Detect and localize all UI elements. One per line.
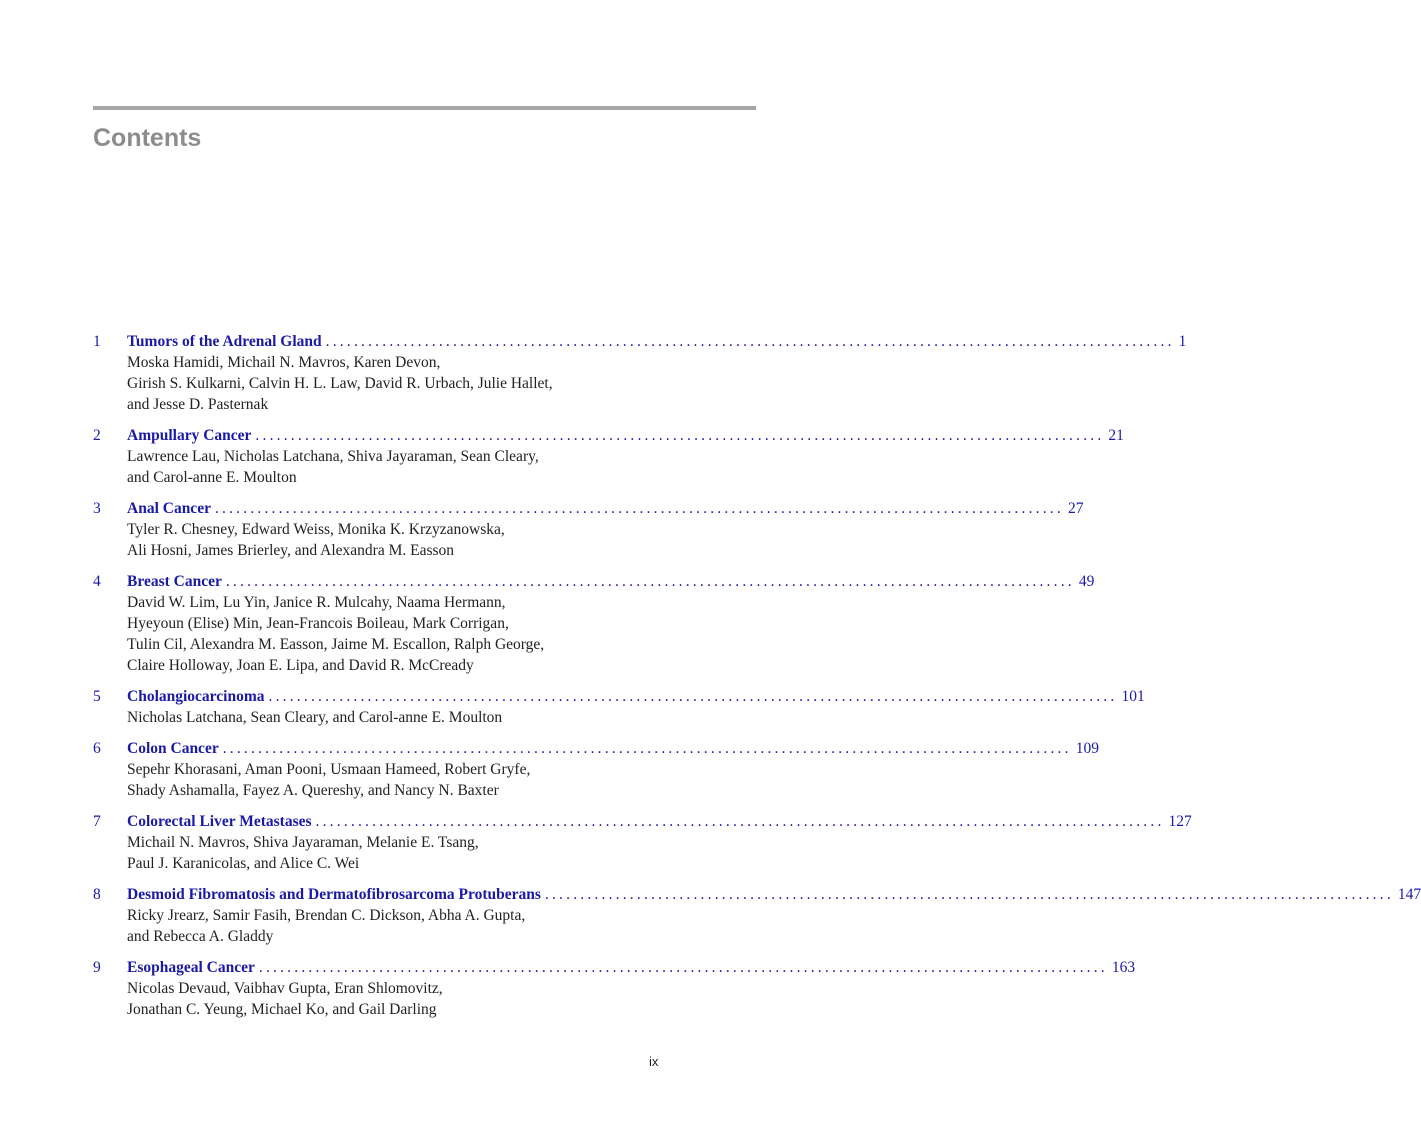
toc-entry-1 bbox=[93, 331, 1187, 415]
dot-leader: ........................................................................................................................ bbox=[258, 959, 1108, 976]
dot-leader: ........................................................................................................................ bbox=[268, 688, 1118, 705]
chapter-title-link[interactable]: Tumors of the Adrenal Gland bbox=[127, 333, 322, 350]
chapter-authors bbox=[127, 832, 663, 874]
page-number-link[interactable]: 21 bbox=[1108, 427, 1124, 444]
author-line: Shady Ashamalla, Fayez A. Quereshy, and Nancy N. Baxter bbox=[127, 782, 499, 799]
author-line: Sepehr Khorasani, Aman Pooni, Usmaan Hameed, Robert Gryfe, bbox=[127, 761, 531, 778]
chapter-authors bbox=[127, 978, 663, 1020]
page-number-link[interactable]: 109 bbox=[1075, 740, 1099, 757]
chapter-number: 6 bbox=[93, 740, 101, 757]
dot-leader: ........................................................................................................................ bbox=[255, 427, 1105, 444]
chapter-title-link[interactable]: Esophageal Cancer bbox=[127, 959, 255, 976]
toc-entry-6 bbox=[93, 738, 1099, 801]
page-number-link[interactable]: 147 bbox=[1397, 886, 1421, 903]
page-number-link[interactable]: 27 bbox=[1067, 500, 1084, 517]
page-number-link[interactable]: 1 bbox=[1178, 333, 1187, 350]
author-line: Hyeyoun (Elise) Min, Jean-Francois Boileau, Mark Corrigan, bbox=[127, 615, 509, 632]
dot-leader: ........................................................................................................................ bbox=[222, 740, 1072, 757]
chapter-number: 9 bbox=[93, 959, 101, 976]
chapter-title-link[interactable]: Ampullary Cancer bbox=[127, 427, 252, 444]
author-line: Nicholas Latchana, Sean Cleary, and Carol-anne E. Moulton bbox=[127, 709, 503, 726]
chapter-title-link[interactable]: Anal Cancer bbox=[127, 500, 211, 517]
author-line: Tyler R. Chesney, Edward Weiss, Monika K. Krzyzanowska, bbox=[127, 521, 505, 538]
author-line: Moska Hamidi, Michail N. Mavros, Karen Devon, bbox=[127, 354, 441, 371]
page-folio: ix bbox=[649, 1054, 659, 1069]
author-line: and Rebecca A. Gladdy bbox=[127, 928, 274, 945]
chapter-number: 8 bbox=[93, 886, 101, 903]
chapter-number: 3 bbox=[93, 500, 101, 517]
author-line: Nicolas Devaud, Vaibhav Gupta, Eran Shlomovitz, bbox=[127, 980, 443, 997]
chapter-number: 7 bbox=[93, 813, 101, 830]
chapter-authors bbox=[127, 905, 663, 947]
chapter-authors bbox=[127, 352, 663, 415]
page-number-link[interactable]: 49 bbox=[1078, 573, 1095, 590]
author-line: Ricky Jrearz, Samir Fasih, Brendan C. Dickson, Abha A. Gupta, bbox=[127, 907, 526, 924]
dot-leader: ........................................................................................................................ bbox=[325, 333, 1175, 350]
toc-entry-8 bbox=[93, 884, 1421, 947]
toc-entry-9 bbox=[93, 957, 1136, 1020]
author-line: Paul J. Karanicolas, and Alice C. Wei bbox=[127, 855, 360, 872]
dot-leader: ........................................................................................................................ bbox=[544, 886, 1394, 903]
author-line: Tulin Cil, Alexandra M. Easson, Jaime M. Escallon, Ralph George, bbox=[127, 636, 545, 653]
chapter-authors bbox=[127, 592, 663, 676]
page-number-link[interactable]: 101 bbox=[1121, 688, 1145, 705]
dot-leader: ........................................................................................................................ bbox=[315, 813, 1165, 830]
chapter-authors bbox=[127, 707, 663, 728]
author-line: and Jesse D. Pasternak bbox=[127, 396, 269, 413]
toc-entry-5 bbox=[93, 686, 1145, 728]
author-line: and Carol-anne E. Moulton bbox=[127, 469, 297, 486]
top-rule bbox=[93, 106, 756, 110]
page-title: Contents bbox=[93, 124, 202, 152]
chapter-title-link[interactable]: Colorectal Liver Metastases bbox=[127, 813, 312, 830]
chapter-number: 2 bbox=[93, 427, 101, 444]
chapter-authors bbox=[127, 759, 663, 801]
chapter-number: 5 bbox=[93, 688, 101, 705]
author-line: David W. Lim, Lu Yin, Janice R. Mulcahy, Naama Hermann, bbox=[127, 594, 506, 611]
toc-entry-2 bbox=[93, 425, 1124, 488]
dot-leader: ........................................................................................................................ bbox=[214, 500, 1064, 517]
author-line: Ali Hosni, James Brierley, and Alexandra M. Easson bbox=[127, 542, 455, 559]
toc-entry-3 bbox=[93, 498, 1084, 561]
page-number-link[interactable]: 163 bbox=[1111, 959, 1136, 976]
author-line: Girish S. Kulkarni, Calvin H. L. Law, David R. Urbach, Julie Hallet, bbox=[127, 375, 553, 392]
chapter-number: 4 bbox=[93, 573, 101, 590]
chapter-title-link[interactable]: Colon Cancer bbox=[127, 740, 219, 757]
dot-leader: ........................................................................................................................ bbox=[225, 573, 1075, 590]
chapter-number: 1 bbox=[93, 333, 101, 350]
page-number-link[interactable]: 127 bbox=[1168, 813, 1192, 830]
chapter-authors bbox=[127, 519, 663, 561]
chapter-title-link[interactable]: Breast Cancer bbox=[127, 573, 222, 590]
table-of-contents bbox=[93, 331, 1421, 1030]
author-line: Claire Holloway, Joan E. Lipa, and David R. McCready bbox=[127, 657, 474, 674]
chapter-title-link[interactable]: Desmoid Fibromatosis and Dermatofibrosarcoma Protuberans bbox=[127, 886, 541, 903]
toc-entry-4 bbox=[93, 571, 1095, 676]
toc-entry-7 bbox=[93, 811, 1192, 874]
chapter-title-link[interactable]: Cholangiocarcinoma bbox=[127, 688, 265, 705]
author-line: Michail N. Mavros, Shiva Jayaraman, Melanie E. Tsang, bbox=[127, 834, 479, 851]
chapter-authors bbox=[127, 446, 663, 488]
author-line: Jonathan C. Yeung, Michael Ko, and Gail Darling bbox=[127, 1001, 437, 1018]
author-line: Lawrence Lau, Nicholas Latchana, Shiva Jayaraman, Sean Cleary, bbox=[127, 448, 539, 465]
